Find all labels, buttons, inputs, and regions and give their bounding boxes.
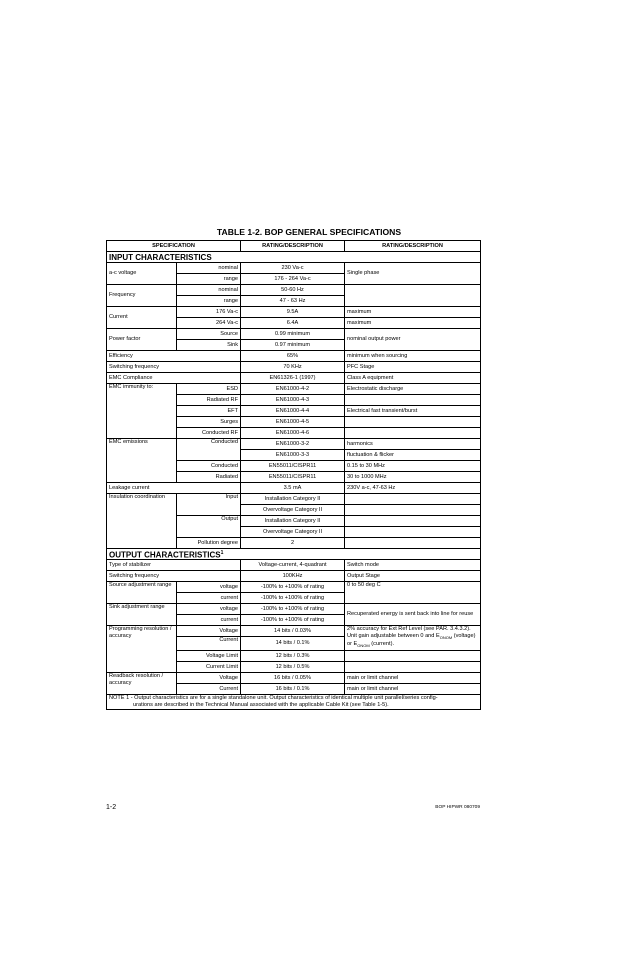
table-row: [107, 494, 481, 505]
spec-description: [345, 285, 481, 307]
table-row: [107, 582, 481, 593]
spec-name: EMC immunity to:: [107, 384, 177, 439]
spec-value: EN55011/CISPR11: [241, 461, 345, 472]
spec-name: Switching frequency: [107, 362, 241, 373]
spec-value: 176 - 264 Va-c: [241, 274, 345, 285]
spec-description: Electrical fast transient/burst: [345, 406, 481, 417]
spec-description: Electrostatic discharge: [345, 384, 481, 395]
document-id: BOP HIPWR 080709: [435, 805, 480, 810]
spec-value: 9.5A: [241, 307, 345, 318]
spec-value: 0.99 minimum: [241, 329, 345, 340]
table-row: [107, 329, 481, 340]
spec-name: Insulation coordination: [107, 494, 177, 549]
section-output-label: OUTPUT CHARACTERISTICS: [109, 550, 221, 560]
spec-condition: Current Limit: [177, 662, 241, 673]
header-rating-1: RATING/DESCRIPTION: [241, 241, 345, 252]
spec-description: maximum: [345, 307, 481, 318]
spec-value: -100% to +100% of rating: [241, 593, 345, 604]
spec-condition: range: [177, 274, 241, 285]
spec-value: 47 - 63 Hz: [241, 296, 345, 307]
spec-name: a-c voltage: [107, 263, 177, 285]
spec-description: 230V a-c, 47-63 Hz: [345, 483, 481, 494]
note-line-2: urations are described in the Technical Manual associated with the applicable Cable Kit (see Table 1-5).: [133, 702, 389, 708]
section-row: [107, 252, 481, 263]
spec-name: Power factor: [107, 329, 177, 351]
table-row: [107, 626, 481, 637]
spec-condition: Conducted: [177, 439, 241, 461]
spec-value: 65%: [241, 351, 345, 362]
spec-value: 16 bits / 0.1%: [241, 684, 345, 695]
spec-condition: current: [177, 593, 241, 604]
spec-condition: Sink: [177, 340, 241, 351]
spec-value: 12 bits / 0.3%: [241, 651, 345, 662]
spec-description: [345, 395, 481, 406]
spec-value: 3.5 mA: [241, 483, 345, 494]
spec-description: main or limit channel: [345, 673, 481, 684]
spec-description: [345, 428, 481, 439]
programming-desc-sub: NOM: [442, 635, 453, 641]
spec-value: 6.4A: [241, 318, 345, 329]
spec-condition: 264 Va-c: [177, 318, 241, 329]
spec-name: Programming resolution / accuracy: [107, 626, 177, 673]
spec-value: -100% to +100% of rating: [241, 615, 345, 626]
spec-value: EN61000-4-2: [241, 384, 345, 395]
programming-desc-text: (current).: [369, 641, 394, 648]
spec-condition: EFT: [177, 406, 241, 417]
spec-condition: Pollution degree: [177, 538, 241, 549]
programming-desc-sub: O: [357, 643, 361, 649]
spec-description: harmonics: [345, 439, 481, 450]
spec-description: Output Stage: [345, 571, 481, 582]
spec-description: [345, 516, 481, 527]
spec-condition: range: [177, 296, 241, 307]
spec-condition: Voltage: [177, 626, 241, 637]
spec-value: 2: [241, 538, 345, 549]
spec-description: main or limit channel: [345, 684, 481, 695]
spec-condition: Current: [177, 637, 241, 651]
table-row: [107, 285, 481, 296]
table-row: [107, 673, 481, 684]
spec-value: EN61000-4-4: [241, 406, 345, 417]
table-note: [107, 695, 481, 710]
table-row: [107, 439, 481, 450]
spec-name: Frequency: [107, 285, 177, 307]
spec-description: 0 to 50 deg C: [345, 582, 481, 604]
spec-description: [345, 626, 481, 651]
section-input-title: INPUT CHARACTERISTICS: [107, 252, 481, 263]
spec-description: [345, 527, 481, 538]
spec-description: fluctuation & flicker: [345, 450, 481, 461]
spec-value: 16 bits / 0.05%: [241, 673, 345, 684]
spec-name: Type of stabilizer: [107, 560, 241, 571]
header-specification: SPECIFICATION: [107, 241, 241, 252]
table-row: [107, 604, 481, 615]
spec-name: Readback resolution / accuracy: [107, 673, 177, 695]
section-output-title: [107, 549, 481, 560]
spec-description: [345, 417, 481, 428]
spec-name: Sink adjustment range: [107, 604, 177, 626]
spec-value: 230 Va-c: [241, 263, 345, 274]
header-rating-2: RATING/DESCRIPTION: [345, 241, 481, 252]
spec-name: Current: [107, 307, 177, 329]
spec-condition: Conducted: [177, 461, 241, 472]
spec-value: 50-60 Hz: [241, 285, 345, 296]
spec-condition: voltage: [177, 604, 241, 615]
specifications-table: [106, 240, 481, 710]
table-header-row: [107, 241, 481, 252]
spec-condition: Output: [177, 516, 241, 538]
spec-description: Recuperated energy is sent back into line for reuse: [345, 604, 481, 626]
spec-name: Switching frequency: [107, 571, 241, 582]
spec-description: [345, 494, 481, 505]
table-title: TABLE 1-2. BOP GENERAL SPECIFICATIONS: [216, 227, 402, 237]
spec-condition: Voltage Limit: [177, 651, 241, 662]
spec-description: 0.15 to 30 MHz: [345, 461, 481, 472]
spec-value: Installation Category II: [241, 516, 345, 527]
spec-description: maximum: [345, 318, 481, 329]
spec-description: [345, 662, 481, 673]
spec-value: EN61000-3-3: [241, 450, 345, 461]
spec-name: Leakage current: [107, 483, 241, 494]
spec-condition: Conducted RF: [177, 428, 241, 439]
note-line-1: NOTE 1 - Output characteristics are for a single standalone unit. Output characteristics of identical multiple unit parallel/series config-: [109, 695, 438, 701]
spec-condition: ESD: [177, 384, 241, 395]
spec-description: PFC Stage: [345, 362, 481, 373]
spec-description: [345, 505, 481, 516]
table-row: [107, 351, 481, 362]
spec-condition: 176 Va-c: [177, 307, 241, 318]
spec-value: EN61000-4-3: [241, 395, 345, 406]
spec-description: 30 to 1000 MHz: [345, 472, 481, 483]
page-number: 1-2: [106, 804, 117, 811]
spec-value: Overvoltage Category II: [241, 527, 345, 538]
spec-description: [345, 538, 481, 549]
programming-desc-text: 2% accuracy for Ext Ref Level (see PAR. 3.4.3.2). Unit gain adjustable between 0 and E: [347, 626, 471, 639]
spec-value: 14 bits / 0.1%: [241, 637, 345, 651]
spec-value: 70 KHz: [241, 362, 345, 373]
footnote-marker: 1: [220, 549, 224, 556]
spec-condition: nominal: [177, 263, 241, 274]
spec-condition: voltage: [177, 582, 241, 593]
spec-name: Efficiency: [107, 351, 241, 362]
spec-name: EMC Compliance: [107, 373, 241, 384]
table-row: [107, 373, 481, 384]
table-row: [107, 483, 481, 494]
spec-condition: Surges: [177, 417, 241, 428]
table-row: [107, 560, 481, 571]
spec-value: EN61326-1 (1997): [241, 373, 345, 384]
table-row: [107, 362, 481, 373]
spec-description: [345, 651, 481, 662]
spec-condition: Radiated: [177, 472, 241, 483]
spec-description: nominal output power: [345, 329, 481, 351]
note-row: [107, 695, 481, 710]
spec-value: EN61000-4-6: [241, 428, 345, 439]
spec-value: -100% to +100% of rating: [241, 582, 345, 593]
spec-value: 12 bits / 0.5%: [241, 662, 345, 673]
spec-description: Single phase: [345, 263, 481, 285]
programming-desc-text: (voltage) or E: [347, 633, 476, 648]
spec-value: Overvoltage Category II: [241, 505, 345, 516]
table-row: [107, 384, 481, 395]
spec-condition: Current: [177, 684, 241, 695]
spec-condition: Source: [177, 329, 241, 340]
section-row: [107, 549, 481, 560]
table-row: [107, 307, 481, 318]
spec-description: Class A equipment: [345, 373, 481, 384]
spec-condition: Input: [177, 494, 241, 516]
spec-value: Installation Category II: [241, 494, 345, 505]
spec-value: -100% to +100% of rating: [241, 604, 345, 615]
spec-name: EMC emissions: [107, 439, 177, 483]
spec-condition: nominal: [177, 285, 241, 296]
programming-desc-sub: O: [439, 635, 443, 641]
table-row: [107, 263, 481, 274]
spec-description: Switch mode: [345, 560, 481, 571]
spec-value: EN55011/CISPR11: [241, 472, 345, 483]
spec-description: minimum when sourcing: [345, 351, 481, 362]
spec-name: Source adjustment range: [107, 582, 177, 604]
spec-value: Voltage-current, 4-quadrant: [241, 560, 345, 571]
spec-condition: current: [177, 615, 241, 626]
programming-desc-sub: NOM: [360, 643, 370, 649]
spec-value: 100KHz: [241, 571, 345, 582]
table-row: [107, 571, 481, 582]
spec-value: EN61000-4-5: [241, 417, 345, 428]
spec-condition: Voltage: [177, 673, 241, 684]
spec-value: 14 bits / 0.03%: [241, 626, 345, 637]
spec-value: 0.97 minimum: [241, 340, 345, 351]
spec-value: EN61000-3-2: [241, 439, 345, 450]
spec-condition: Radiated RF: [177, 395, 241, 406]
